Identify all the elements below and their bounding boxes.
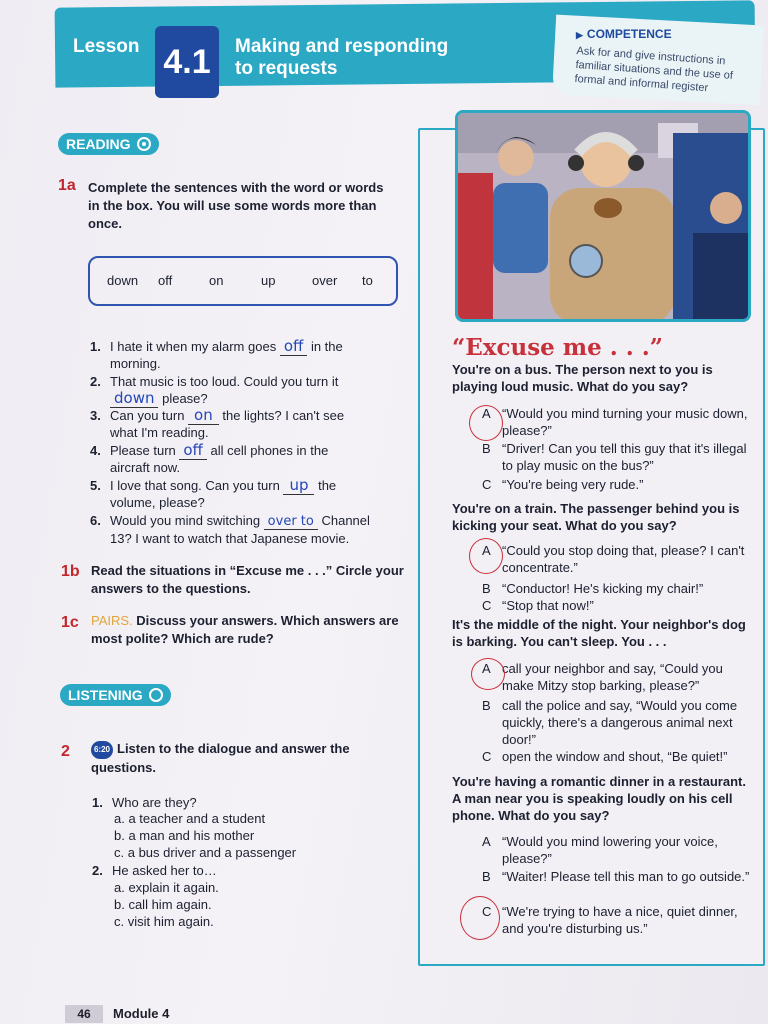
exercise-item-2: 2. That music is too loud. Could you turn it down please?	[90, 374, 339, 407]
situation-2-option-b[interactable]: B “Conductor! He's kicking my chair!”	[482, 581, 704, 596]
exercise-2-instruction: 6:20 Listen to the dialogue and answer the questions.	[91, 741, 350, 775]
listening-q2-option: a. explain it again.	[114, 880, 219, 895]
headphones-icon	[149, 688, 163, 702]
exercise-item-3: 3. Can you turn on the lights? I can't see what I'm reading.	[90, 406, 345, 440]
listening-question-2: 2. He asked her to…	[92, 863, 217, 878]
listening-question-1: 1. Who are they?	[92, 795, 197, 810]
lesson-title-line2: to requests	[235, 58, 338, 79]
audio-track-icon: 6:20	[91, 741, 113, 759]
situation-2-option-a[interactable]: A “Could you stop doing that, please? I can't concentrate.”	[482, 543, 745, 575]
exercise-2-number: 2	[61, 743, 70, 760]
word-box-item: to	[362, 273, 373, 288]
handwritten-answer: down	[110, 389, 158, 408]
word-box-item: up	[261, 273, 276, 288]
answer-circle-mark	[469, 405, 503, 441]
listening-tag: LISTENING	[60, 684, 171, 706]
situation-1-option-b[interactable]: B “Driver! Can you tell this guy that it's illegal to play music on the bus?”	[482, 441, 747, 473]
listening-q1-option: c. a bus driver and a passenger	[114, 845, 297, 860]
situation-1: You're on a bus. The person next to you is playing loud music. What do you say?	[452, 362, 713, 394]
handwritten-answer: off	[179, 441, 207, 460]
eye-icon	[137, 137, 151, 151]
lesson-number: 4.1	[155, 26, 219, 98]
excuse-me-title: “Excuse me . . .”	[452, 334, 664, 361]
listening-q1-option: a. a teacher and a student	[114, 811, 266, 826]
situation-3-option-b[interactable]: B call the police and say, “Would you come quickly, there's a dangerous animal next door!”	[482, 698, 738, 747]
situation-4: You're having a romantic dinner in a restaurant. A man near you is speaking loudly on his cell phone. What do you say?	[452, 774, 746, 823]
listening-q1-option: b. a man and his mother	[114, 828, 255, 843]
word-box-item: off	[158, 273, 173, 288]
exercise-item-6: 6. Would you mind switching over to Channel 13? I want to watch that Japanese movie.	[90, 513, 370, 546]
exercise-1a-instruction: Complete the sentences with the word or words in the box. You will use some words more than once.	[88, 180, 384, 231]
situation-1-option-c[interactable]: C “You're being very rude.”	[482, 477, 644, 492]
situation-4-option-a[interactable]: A “Would you mind lowering your voice, please?”	[482, 834, 718, 866]
page-number: 46	[65, 1005, 103, 1023]
answer-circle-mark	[471, 658, 505, 690]
listening-q2-option: c. visit him again.	[114, 914, 214, 929]
handwritten-answer: on	[188, 406, 219, 425]
pairs-label: PAIRS.	[91, 613, 133, 628]
competence-text: Ask for and give instructions in familiar situations and the use of formal and informal register	[574, 44, 734, 95]
situation-3-option-a[interactable]: A call your neighbor and say, “Could you make Mitzy stop barking, please?”	[482, 661, 723, 693]
lesson-label: Lesson	[73, 36, 140, 57]
exercise-item-1: 1. I hate it when my alarm goes off in the morning.	[90, 337, 343, 371]
module-label: Module 4	[113, 1006, 170, 1021]
situation-2-option-c[interactable]: C “Stop that now!”	[482, 598, 594, 613]
competence-label: ▶ COMPETENCE	[576, 27, 672, 41]
word-box-item: on	[209, 273, 224, 288]
listening-q2-option: b. call him again.	[114, 897, 212, 912]
bus-passengers-illustration	[455, 110, 751, 322]
handwritten-answer: over to	[264, 514, 318, 530]
situation-2: You're on a train. The passenger behind you is kicking your seat. What do you say?	[452, 501, 740, 533]
answer-circle-mark	[469, 538, 503, 574]
situation-4-option-c[interactable]: C “We're trying to have a nice, quiet dinner, and you're disturbing us.”	[482, 904, 738, 936]
lesson-title	[235, 36, 525, 80]
lesson-title-line1: Making and responding	[235, 36, 449, 57]
exercise-1b-number: 1b	[61, 563, 80, 580]
exercise-item-4: 4. Please turn off all cell phones in the aircraft now.	[90, 441, 329, 475]
play-triangle-icon: ▶	[576, 30, 583, 40]
illustration-art	[458, 113, 751, 322]
word-box-item: over	[312, 273, 338, 288]
exercise-1a-number: 1a	[58, 177, 76, 194]
exercise-1c-instruction: PAIRS. Discuss your answers. Which answers are most polite? Which are rude?	[91, 613, 399, 646]
answer-circle-mark	[460, 896, 500, 940]
situation-1-option-a[interactable]: A “Would you mind turning your music down, please?”	[482, 406, 748, 438]
exercise-1c-number: 1c	[61, 614, 79, 631]
reading-tag: READING	[58, 133, 159, 155]
exercise-1b-instruction: Read the situations in “Excuse me . . .” Circle your answers to the questions.	[91, 563, 404, 596]
handwritten-answer: off	[280, 337, 308, 356]
situation-3-option-c[interactable]: C open the window and shout, “Be quiet!”	[482, 749, 728, 764]
situation-4-option-b[interactable]: B “Waiter! Please tell this man to go outside.”	[482, 869, 750, 884]
word-box-item: down	[107, 273, 139, 288]
exercise-item-5: 5. I love that song. Can you turn up the volume, please?	[90, 476, 337, 510]
handwritten-answer: up	[283, 476, 314, 495]
situation-3: It's the middle of the night. Your neighbor's dog is barking. You can't sleep. You . . .	[452, 617, 746, 649]
